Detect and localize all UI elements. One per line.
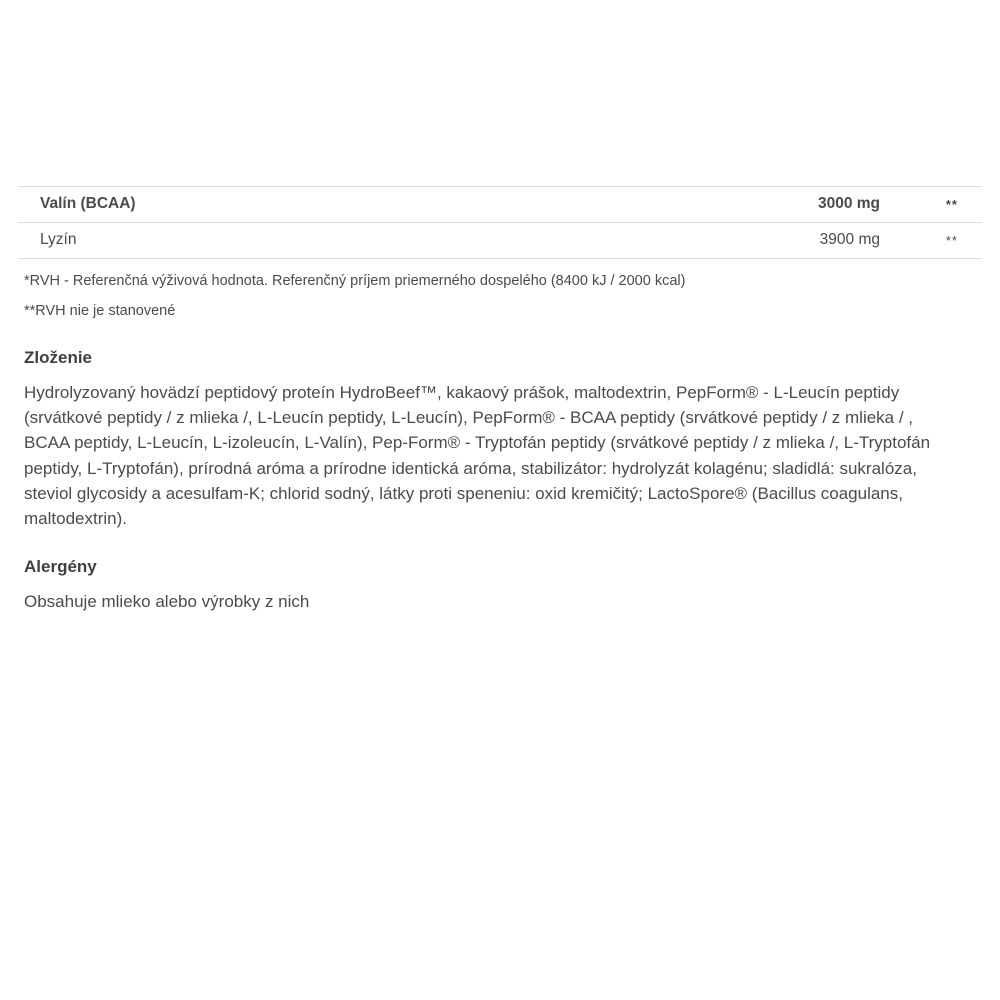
composition-title: Zloženie [24,348,93,368]
composition-text: Hydrolyzovaný hovädzí peptidový proteín HydroBeef™, kakaový prášok, maltodextrin, PepForm® - L-Leucín peptidy (srvátkové peptidy / z mlieka /, L-Leucín peptidy, L-Leucín), PepForm® - BCAA peptidy (srvátkové peptidy / z mlieka / , BCAA peptidy, L-Leucín, L-izoleucín, L-Valín), Pep-Form® - Tryptofán peptidy (srvátkové peptidy / z mlieka /, L-Tryptofán peptidy, L-Tryptofán), prírodná aróma a prírodne identická aróma, stabilizátor: hydrolyzát kolagénu; sladidlá: sukralóza, steviol glycosidy a acesulfam-K; chlorid sodný, látky proti speneniu: oxid kremičitý; LactoSpore® (Bacillus coagulans, maltodextrin). [24,383,931,528]
nutrient-rvh: ** [945,232,958,248]
nutrient-amount: 3900 mg [819,231,880,248]
nutrition-table-body [18,187,982,259]
nutrient-rvh: ** [945,196,958,212]
nutrient-name: Valín (BCAA) [40,195,136,212]
footnote-rvh: *RVH - Referenčná výživová hodnota. Referenčný príjem priemerného dospelého (8400 kJ / 2000 kcal) [24,273,686,289]
nutrition-table [18,186,982,259]
allergens-text: Obsahuje mlieko alebo výrobky z nich [24,591,310,611]
footnote-rvh-not-set: **RVH nie je stanovené [24,303,176,320]
nutrient-amount: 3000 mg [817,195,880,212]
nutrient-name: Lyzín [40,231,77,248]
table-row [18,223,982,259]
table-row [18,187,982,223]
content-container [18,186,982,614]
allergens-title: Alergény [24,556,97,576]
